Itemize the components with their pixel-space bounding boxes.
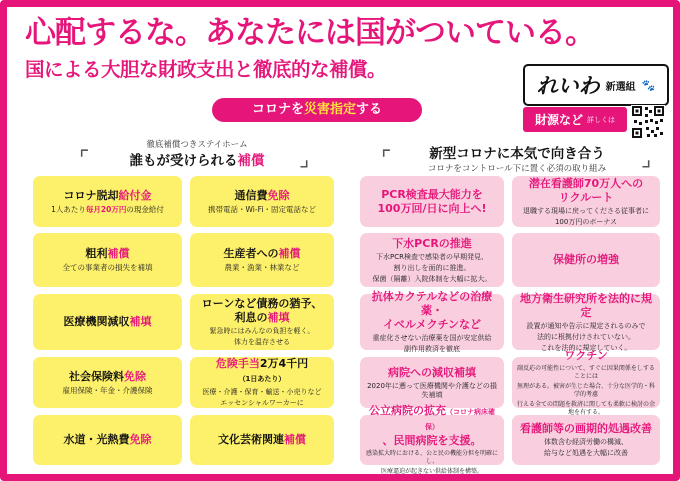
bracket-right-open: ⌜ [381, 147, 392, 172]
card-telecom-exemption: 通信費免除 携帯電話・Wi-Fi・固定電話など [190, 176, 334, 227]
bracket-right-close: ⌟ [641, 147, 652, 172]
banner-highlight: 災害指定 [303, 102, 356, 117]
card-hospital-revenue: 病院への減収補填 2020年に遡って医療機関や介護などの損失補填 [360, 357, 504, 408]
party-logo [523, 64, 669, 106]
logo-sub: 新選組 [605, 81, 636, 93]
disaster-banner [212, 98, 422, 122]
card-utilities-exemption: 水道・光熱費免除 [33, 415, 182, 465]
card-gross-profit: 粗利補償 全ての事業者の損失を補填 [33, 233, 182, 287]
source-sub: 詳しくは [587, 115, 615, 124]
card-hazard-allowance: 危険手当2万4千円（1日あたり） 医療・介護・保育・輸送・小売りなど エッセンシャルワーカーに [190, 357, 334, 408]
banner-post: する [356, 102, 383, 117]
source-link-button[interactable] [523, 107, 627, 132]
card-medical-revenue: 医療機関減収補填 [33, 294, 182, 350]
left-column-title [97, 139, 297, 170]
card-nurse-treatment: 看護師等の画期的処遇改善 体数含む経済労働の構減、 給与など処遇を大幅に改善 [512, 415, 660, 465]
card-nurse-recruitment: 潜在看護師70万人への リクルート 退職する現場に戻ってくださる従事者に 100万円のボーナス [512, 176, 660, 227]
left-column-heading: 誰もが受けられる補償 [129, 153, 265, 169]
card-health-lab: 地方衛生研究所を法的に規定 設置が通知や告示に規定されるのみで 法的に根拠付けされていない。 これを法的に規定していく。 [512, 294, 660, 350]
card-health-center: 保健所の増強 [512, 233, 660, 287]
bracket-left-close: ⌟ [299, 147, 310, 172]
bracket-left-open: ⌜ [79, 147, 90, 172]
paw-icon: 🐾 [641, 78, 656, 92]
card-producer-compensation: 生産者への補償 農業・漁業・林業など [190, 233, 334, 287]
right-column-heading: 新型コロナに本気で向き合う [429, 146, 605, 162]
card-pcr-capacity: PCR検査最大能力を 100万回/日に向上へ! [360, 176, 504, 227]
subhead: 国による大胆な財政支出と徹底的な補償。 [25, 58, 387, 81]
card-sewage-pcr: 下水PCRの推進 下水PCR検査で感染者の早期発見、 割り出しを面的に推進。 保菌（隔離）入院体制を大幅に拡大。 [360, 233, 504, 287]
headline: 心配するな。あなたには国がついている。 [25, 15, 595, 51]
card-social-insurance: 社会保険料免除 雇用保険・年金・介護保険 [33, 357, 182, 408]
card-arts-compensation: 文化芸術関連補償 [190, 415, 334, 465]
logo-main: れいわ [536, 74, 600, 98]
right-column-title [397, 145, 637, 176]
card-public-hospital: 公立病院の拡充（コロナ病床確保） 、民間病院を支援。 感染拡大時における、公と民の機能分担を明確にし、 医療逼迫が起きない供給体制を構築。 [360, 415, 504, 465]
banner-pre: コロナを [251, 102, 304, 117]
qr-code-icon[interactable] [631, 105, 665, 139]
card-vaccine: ワクチン 副反応の可能性について、すぐに因果関係をしすることには 無理がある。被害が生じた場合、十分な医学的・科学的考慮 行える全ての問題を救済に関しても柔軟に検討の余地を有する。 [512, 357, 660, 408]
card-debt-deferral: ローンなど債務の猶予、 利息の補填 緊急時にはみんなの負担を軽く。 体力を温存させる [190, 294, 334, 350]
source-main: 財源など [534, 113, 583, 127]
left-column-subtitle: 徹底補償つきステイホーム [146, 140, 248, 150]
card-treatment-drugs: 抗体カクテルなどの治療薬・ イベルメクチンなど 重症化させない治療薬を国が安定供給 副作用救済を徹底 [360, 294, 504, 350]
card-cash-benefit: コロナ脱却給付金 1人あたり毎月20万円の現金給付 [33, 176, 182, 227]
right-column-subtitle: コロナをコントロール下に置く必須の取り組み [427, 164, 607, 174]
